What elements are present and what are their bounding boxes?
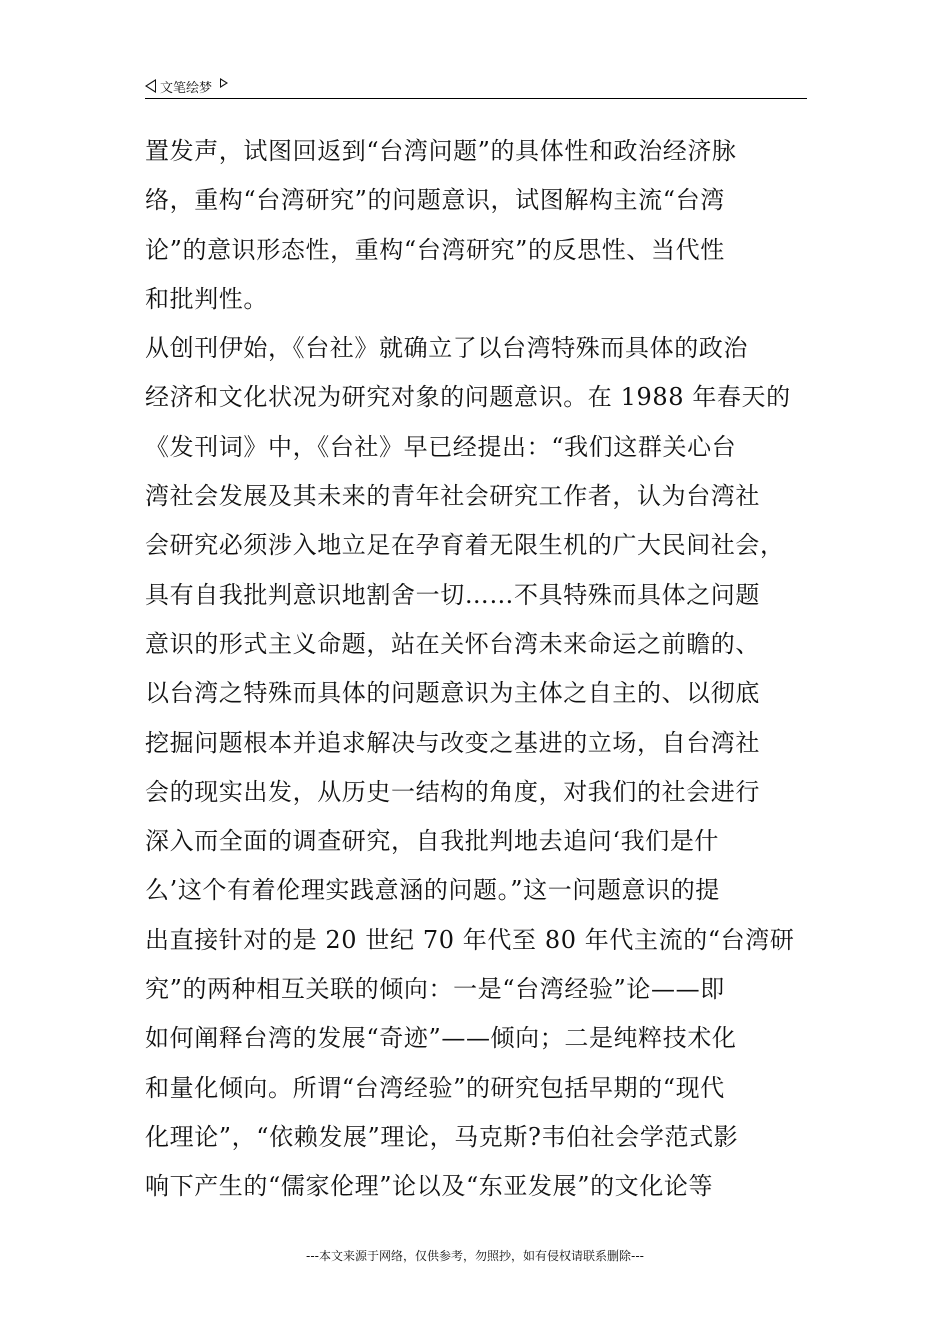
body-line: 如何阐释台湾的发展“奇迹”——倾向；二是纯粹技术化	[145, 1024, 737, 1053]
body-line: 具有自我批判意识地割舍一切……不具特殊而具体之问题	[145, 580, 760, 609]
body-line: 《发刊词》中，《台社》早已经提出：“我们这群关心台	[145, 432, 737, 461]
body-line: 会研究必须涉入地立足在孕育着无限生机的广大民间社会，	[145, 531, 785, 560]
body-line: 挖掘问题根本并追求解决与改变之基进的立场，自台湾社	[145, 728, 760, 757]
body-line: 经济和文化状况为研究对象的问题意识。在 1988 年春天的	[145, 383, 791, 412]
triangle-right-icon	[220, 78, 228, 88]
body-line: 置发声，试图回返到“台湾问题”的具体性和政治经济脉	[145, 137, 737, 165]
page-footer: ---本文来源于网络，仅供参考，勿照抄，如有侵权请联系删除---	[306, 1249, 644, 1263]
body-line: 会的现实出发，从历史一结构的角度，对我们的社会进行	[145, 777, 760, 806]
body-line: 意识的形式主义命题，站在关怀台湾未来命运之前瞻的、	[145, 629, 760, 658]
body-line: 论”的意识形态性，重构“台湾研究”的反思性、当代性	[145, 235, 725, 264]
body-line: 么’这个有着伦理实践意涵的问题。”这一问题意识的提	[145, 876, 720, 905]
document-body	[145, 127, 807, 1212]
body-line: 湾社会发展及其未来的青年社会研究工作者，认为台湾社	[145, 482, 760, 511]
body-line: 出直接针对的是 20 世纪 70 年代至 80 年代主流的“台湾研	[145, 925, 795, 954]
body-line: 和量化倾向。所谓“台湾经验”的研究包括早期的“现代	[145, 1073, 725, 1102]
header-title: 文笔绘梦	[160, 80, 213, 96]
triangle-left-icon	[145, 79, 156, 93]
body-line: 响下产生的“儒家伦理”论以及“东亚发展”的文化论等	[145, 1172, 714, 1201]
body-line: 化理论”，“依赖发展”理论，马克斯?韦伯社会学范式影	[145, 1122, 739, 1151]
body-line: 深入而全面的调查研究，自我批判地去追问‘我们是什	[145, 827, 720, 856]
page-header	[145, 74, 807, 99]
body-line: 和批判性。	[145, 284, 268, 313]
body-line: 以台湾之特殊而具体的问题意识为主体之自主的、以彻底	[145, 679, 760, 708]
body-line: 究”的两种相互关联的倾向：一是“台湾经验”论——即	[145, 975, 725, 1004]
body-line: 络，重构“台湾研究”的问题意识，试图解构主流“台湾	[145, 186, 725, 215]
body-line: 从创刊伊始，《台社》就确立了以台湾特殊而具体的政治	[145, 334, 748, 363]
